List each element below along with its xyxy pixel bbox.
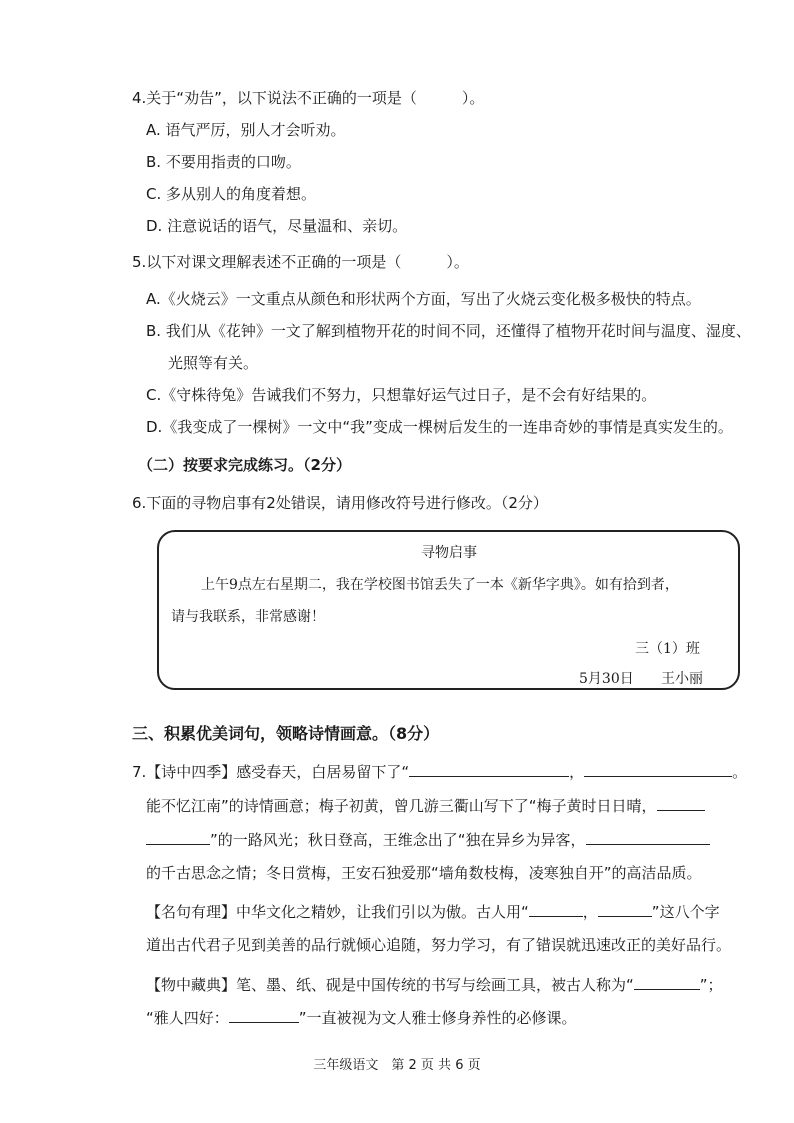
q7-line2 (146, 796, 705, 816)
q7-line4: 的千古思念之情；冬日赏梅，王安石独爱那“墙角数枝梅，凌寒独自开”的高洁品质。 (146, 864, 702, 882)
q7-items-line2-end: ”一直被视为文人雅士修身养性的必修课。 (298, 1009, 577, 1027)
q7-line3 (146, 830, 710, 850)
lost-notice-box (157, 530, 740, 690)
q7-saying-comma: ， (582, 903, 598, 921)
blank-summer-1a[interactable] (657, 796, 705, 811)
notice-body-line2: 请与我联系，非常感谢！ (171, 609, 325, 625)
q5-option-b: B. 我们从《花钟》一文了解到植物开花的时间不同，还懂得了植物开花时间与温度、湿度、 (146, 322, 751, 340)
q7-items-line2 (146, 1008, 577, 1028)
q4-stem: 4.关于“劝告”，以下说法不正确的一项是（ ）。 (132, 89, 485, 107)
blank-summer-1b[interactable] (146, 830, 210, 845)
q7-line3-text: ”的一路风光；秋日登高，王维念出了“独在异乡为异客， (210, 831, 586, 849)
q5-option-b-cont: 光照等有关。 (168, 354, 259, 372)
q5-option-d: D.《我变成了一棵树》一文中“我”变成一棵树后发生的一连串奇妙的事情是真实发生的。 (146, 418, 733, 436)
part2-title: （二）按要求完成练习。（2分） (138, 456, 351, 474)
blank-spring-1[interactable] (409, 762, 569, 777)
blank-spring-2[interactable] (584, 762, 732, 777)
q7-line1 (132, 762, 747, 782)
q7-saying-text: 【名句有理】中华文化之精妙，让我们引以为傲。古人用“ (146, 903, 529, 921)
notice-body-line1: 上午9点左右星期二，我在学校图书馆丢失了一本《新华字典》。如有拾到者， (201, 577, 679, 593)
blank-saying-1[interactable] (529, 902, 583, 917)
blank-autumn[interactable] (586, 830, 710, 845)
q7-line1-end: 。 (732, 763, 748, 781)
q7-saying-line1 (146, 902, 720, 922)
q4-option-a: A. 语气严厉，别人才会听劝。 (146, 121, 346, 139)
blank-saying-2[interactable] (598, 902, 652, 917)
q7-line1-comma: ， (569, 763, 585, 781)
q5-option-a: A.《火烧云》一文重点从颜色和形状两个方面，写出了火烧云变化极多极快的特点。 (146, 290, 701, 308)
q7-items-line2-start: “雅人四好： (146, 1009, 229, 1027)
notice-signer: 王小丽 (661, 671, 703, 687)
notice-title: 寻物启事 (421, 545, 477, 561)
q7-line2-text: 能不忆江南”的诗情画意；梅子初黄，曾几游三衢山写下了“梅子黄时日日晴， (146, 797, 657, 815)
section3-title: 三、积累优美词句，领略诗情画意。（8分） (132, 724, 440, 743)
q7-saying-line2: 道出古代君子见到美善的品行就倾心追随，努力学习，有了错误就迅速改正的美好品行。 (146, 936, 732, 954)
q7-line1-text: 7.【诗中四季】感受春天，白居易留下了“ (132, 763, 410, 781)
q4-option-c: C. 多从别人的角度着想。 (146, 185, 317, 203)
blank-four-hobbies[interactable] (229, 1008, 299, 1023)
q7-items-text: 【物中藏典】笔、墨、纸、砚是中国传统的书写与绘画工具，被古人称为“ (146, 976, 634, 994)
notice-class: 三（1）班 (635, 641, 700, 657)
q7-saying-end: ”这八个字 (651, 903, 720, 921)
q5-stem: 5.以下对课文理解表述不正确的一项是（ ）。 (132, 253, 469, 271)
page-footer: 三年级语文 第 2 页 共 6 页 (313, 1058, 481, 1073)
q7-items-end: ”； (699, 976, 723, 994)
q4-option-d: D. 注意说话的语气，尽量温和、亲切。 (146, 217, 408, 235)
notice-date: 5月30日 (579, 671, 634, 687)
blank-four-treasures[interactable] (634, 975, 700, 990)
q7-items-line1 (146, 975, 723, 995)
q5-option-c: C.《守株待兔》告诫我们不努力，只想靠好运气过日子，是不会有好结果的。 (146, 386, 657, 404)
q6-stem: 6.下面的寻物启事有2处错误，请用修改符号进行修改。（2分） (132, 494, 548, 512)
q4-option-b: B. 不要用指责的口吻。 (146, 153, 301, 171)
